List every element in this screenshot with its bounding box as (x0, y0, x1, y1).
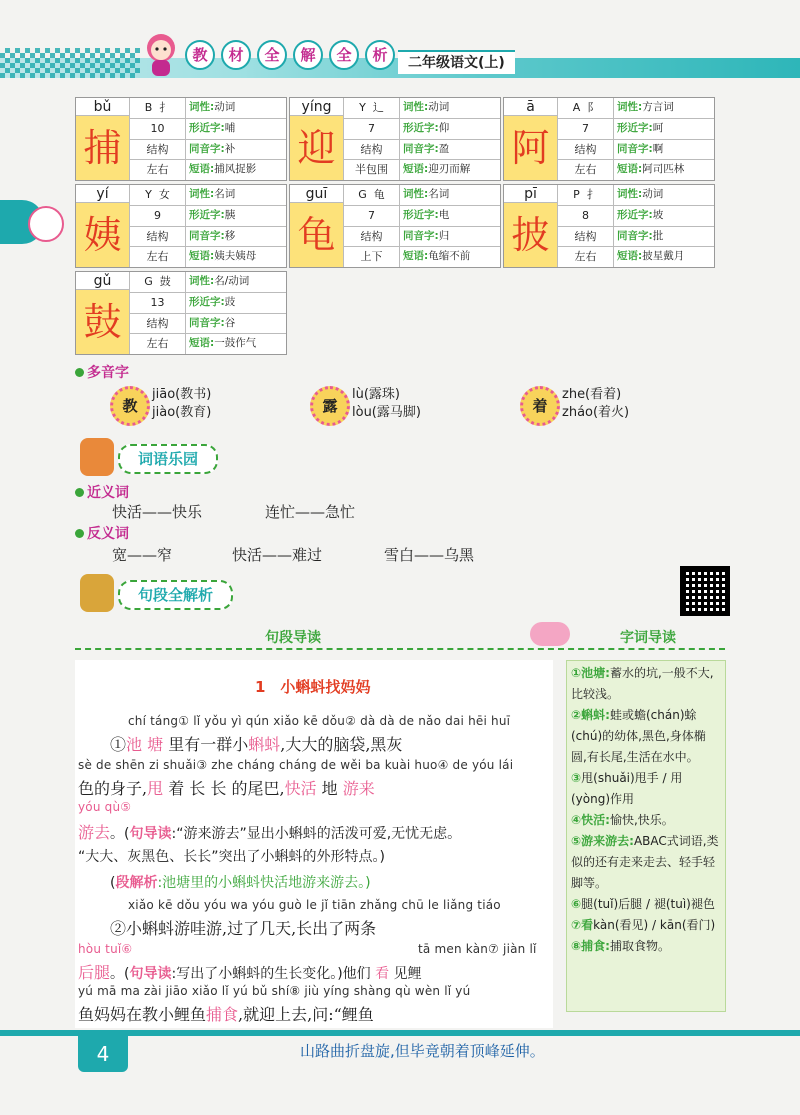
card-letter: P (573, 188, 580, 201)
antonym-heading (75, 523, 129, 543)
card-character: 迎 (290, 116, 344, 180)
card-strokes: 13 (130, 293, 185, 314)
antonym-heading-text: 反义词 (87, 526, 129, 542)
polyphone-readings (152, 386, 211, 422)
key-word: 蝌蚪 (248, 735, 281, 754)
card-info-row (400, 160, 500, 180)
card-meta (130, 185, 186, 267)
info-value: 电 (438, 208, 450, 221)
card-meta (558, 185, 614, 267)
card-structure-label: 结构 (558, 227, 613, 248)
info-value: 方言词 (642, 101, 674, 113)
pinyin-line: chí táng① lǐ yǒu yì qún xiǎo kē dǒu② dà dà de nǎo dai hēi huī (128, 714, 511, 728)
text-run: :写出了小蝌蚪的生长变化。)他们 (171, 966, 371, 982)
card-structure: 左右 (146, 337, 169, 351)
card-letter: A (572, 101, 581, 114)
card-letter-radical (558, 185, 613, 206)
sentence-guide-label: 句段导读 (265, 630, 321, 646)
card-info-row (186, 119, 286, 140)
text-run: ,就迎上去,问:“鲤鱼 (238, 1005, 374, 1024)
reading-mascot-icon (80, 438, 114, 476)
word-garden-banner: 词语乐园 (118, 444, 218, 474)
text-run: 色的身子, (78, 779, 148, 798)
info-label: 同音字: (189, 142, 225, 155)
card-structure-label: 结构 (130, 314, 185, 335)
info-value: 移 (224, 229, 236, 242)
info-value: 豉 (224, 295, 236, 308)
key-word: 甩 (147, 779, 164, 798)
text-run: ,大大的脑袋,黑灰 (280, 735, 403, 754)
reading: zhe(看着) (562, 387, 622, 402)
mascot-face-icon (28, 206, 64, 242)
info-value: 谷 (224, 316, 236, 329)
word-guide-label: 字词导读 (620, 630, 676, 646)
info-label: 同音字: (617, 142, 653, 155)
card-info (186, 272, 286, 354)
card-info-row (614, 140, 714, 161)
key-word: 池 塘 (126, 735, 164, 754)
note-entry (571, 894, 721, 915)
note-key: ④快活: (571, 813, 610, 827)
reading: lù(露珠) (352, 387, 400, 402)
pinyin-line: xiǎo kē dǒu yóu wa yóu guò le jǐ tiān zhǎng chū le liǎng tiáo (128, 898, 501, 912)
card-info-row (186, 185, 286, 206)
card-info-row (614, 206, 714, 227)
text-run: 地 (321, 779, 338, 798)
card-meta (558, 98, 614, 180)
card-radical: 辶 (372, 101, 384, 114)
info-label: 同音字: (189, 229, 225, 242)
book-title (185, 40, 395, 70)
card-pinyin: ā (504, 98, 558, 116)
info-value: 胰 (224, 208, 236, 221)
character-card (75, 97, 287, 181)
note-label: 句导读 (129, 966, 172, 982)
polyphone-char: 露 (310, 386, 350, 426)
info-value: 迎刃而解 (428, 163, 471, 176)
note-value: 愉快,快乐。 (609, 813, 674, 827)
info-label: 短语: (189, 250, 215, 263)
info-value: 名词 (214, 188, 236, 200)
note-entry (571, 810, 721, 831)
card-letter-radical (130, 185, 185, 206)
info-label: 同音字: (403, 142, 439, 155)
info-label: 同音字: (617, 229, 653, 242)
info-label: 短语: (189, 337, 215, 350)
cloud-icon (530, 622, 570, 646)
pinyin-line: yú mā ma zài jiāo xiǎo lǐ yú bǔ shí⑧ jiù yíng shàng qù wèn lǐ yú (78, 984, 471, 998)
card-character: 披 (504, 203, 558, 267)
card-character: 姨 (76, 203, 130, 267)
card-info-row (186, 140, 286, 161)
info-value: 动词 (428, 101, 450, 113)
info-value: 归 (438, 229, 450, 242)
card-structure: 左右 (146, 250, 169, 264)
info-label: 形近字: (189, 121, 225, 134)
card-character: 阿 (504, 116, 558, 180)
reading: zháo(着火) (562, 405, 630, 420)
note-key: ②蝌蚪: (571, 708, 610, 722)
card-info-row (186, 334, 286, 354)
card-letter-radical (558, 98, 613, 119)
key-word: 游去 (78, 823, 111, 842)
card-info-row (614, 119, 714, 140)
text-run: 见鲤 (393, 966, 422, 982)
grade-label: 二年级语文(上) (398, 50, 515, 74)
character-card (289, 97, 501, 181)
card-info (400, 98, 500, 180)
card-info (400, 185, 500, 267)
note-value: 甩(shuǎi)甩手 / 用(yòng)作用 (571, 771, 683, 806)
card-info-row (186, 206, 286, 227)
character-card (75, 184, 287, 268)
synonym-heading-text: 近义词 (87, 485, 129, 501)
card-strokes: 7 (558, 119, 613, 140)
info-label: 短语: (403, 250, 429, 263)
card-character: 捕 (76, 116, 130, 180)
pinyin-line: yóu qù⑤ (78, 800, 132, 814)
card-pinyin: yíng (290, 98, 344, 116)
para-number: ① (110, 735, 127, 754)
note-label: 段解析 (115, 875, 158, 891)
info-label: 短语: (617, 163, 643, 176)
card-info-row (400, 227, 500, 248)
note-entry (571, 663, 721, 705)
card-info-row (614, 247, 714, 267)
note-entry (571, 768, 721, 810)
info-label: 短语: (617, 250, 643, 263)
note-value: 蛙或蟾(chán)蜍(chú)的幼体,黑色,身体椭圆,有长尾,生活在水中。 (571, 708, 706, 764)
info-value: 动词 (642, 188, 664, 200)
info-label: 词性: (617, 188, 643, 200)
header-pattern (0, 48, 140, 78)
info-value: 哺 (224, 121, 236, 134)
card-meta (344, 185, 400, 267)
info-value: 呵 (652, 121, 664, 134)
thinking-mascot-icon (80, 574, 114, 612)
card-structure-label: 结构 (130, 140, 185, 161)
text-line (78, 820, 461, 843)
text-line (110, 732, 402, 755)
reading: lòu(露马脚) (352, 405, 421, 420)
antonym-pair: 快活——难过 (232, 546, 323, 564)
note-key: ⑥ (571, 897, 582, 911)
card-info-row (186, 98, 286, 119)
footer-motto: 山路曲折盘旋,但毕竟朝着顶峰延伸。 (300, 1042, 545, 1060)
card-letter-radical (344, 98, 399, 119)
polyphone-char: 教 (110, 386, 150, 426)
text-run: :池塘里的小蝌蚪快活地游来游去。) (157, 875, 371, 891)
card-pinyin: bǔ (76, 98, 130, 116)
text-run: :“游来游去”显出小蝌蚪的活泼可爱,无忧无虑。 (171, 826, 462, 842)
cartoon-girl-icon (138, 30, 184, 78)
key-word: 看 (375, 966, 390, 982)
title-char: 全 (257, 40, 287, 70)
note-value: 蓄水的坑,一般不大,比较浅。 (571, 666, 714, 701)
card-radical: 扌 (159, 101, 171, 114)
card-pinyin: gǔ (76, 272, 130, 290)
card-letter-radical (344, 185, 399, 206)
card-strokes: 8 (558, 206, 613, 227)
character-card (503, 184, 715, 268)
text-line (78, 960, 422, 983)
bullet-dot-icon (75, 368, 84, 377)
card-radical: 扌 (586, 188, 598, 201)
text-run: 里有一群小 (168, 735, 249, 754)
pinyin-line: hòu tuǐ⑥ (78, 942, 133, 956)
key-word: 游来 (342, 779, 375, 798)
card-info-row (400, 98, 500, 119)
info-label: 短语: (403, 163, 429, 176)
text-line: ②小蝌蚪游哇游,过了几天,长出了两条 (110, 919, 377, 938)
card-letter: B (144, 101, 153, 114)
card-letter: Y (145, 188, 152, 201)
info-label: 形近字: (617, 208, 653, 221)
card-structure-label: 结构 (344, 227, 399, 248)
title-char: 全 (329, 40, 359, 70)
card-character: 鼓 (76, 290, 130, 354)
card-info-row (186, 314, 286, 335)
title-char: 解 (293, 40, 323, 70)
card-radical: 女 (158, 188, 170, 201)
card-radical: 龟 (373, 188, 385, 201)
info-value: 捕风捉影 (214, 163, 257, 176)
key-word: 捕食 (206, 1005, 239, 1024)
text-line (78, 776, 375, 799)
card-info (186, 185, 286, 267)
info-value: 一鼓作气 (214, 337, 257, 350)
card-letter: G (358, 188, 367, 201)
lesson-title: 1 小蝌蚪找妈妈 (255, 678, 371, 696)
card-info-row (400, 206, 500, 227)
info-value: 名词 (428, 188, 450, 200)
card-strokes: 7 (344, 119, 399, 140)
pinyin-line: sè de shēn zi shuǎi③ zhe cháng cháng de wěi ba kuài huo④ de yóu lái (78, 758, 514, 772)
info-value: 补 (224, 142, 236, 155)
card-info-row (400, 185, 500, 206)
card-info (186, 98, 286, 180)
key-word: 快活 (284, 779, 317, 798)
title-char: 教 (185, 40, 215, 70)
card-info-row (186, 272, 286, 293)
card-radical: 鼓 (159, 275, 171, 288)
text-run: 。( (110, 826, 130, 842)
card-structure: 半包围 (355, 163, 388, 177)
card-meta (130, 272, 186, 354)
info-value: 盈 (438, 142, 450, 155)
synonym-pair: 连忙——急忙 (265, 503, 356, 521)
info-value: 姨夫姨母 (214, 250, 257, 263)
note-key: ⑦看 (571, 918, 594, 932)
note-value: kàn(看见) / kān(看门) (593, 918, 716, 932)
card-structure-label: 结构 (344, 140, 399, 161)
card-info (614, 185, 714, 267)
card-pinyin: guī (290, 185, 344, 203)
info-label: 形近字: (617, 121, 653, 134)
card-strokes: 7 (344, 206, 399, 227)
card-radical: 阝 (587, 101, 599, 114)
card-pinyin: yí (76, 185, 130, 203)
card-info-row (186, 293, 286, 314)
info-label: 词性: (189, 101, 215, 113)
reading: jiào(教育) (152, 405, 212, 420)
info-label: 词性: (189, 188, 215, 200)
key-word: 后腿 (78, 963, 111, 982)
card-character: 龟 (290, 203, 344, 267)
info-value: 动词 (214, 101, 236, 113)
card-structure: 左右 (574, 250, 597, 264)
antonym-pair: 雪白——乌黑 (384, 546, 475, 564)
text-run: 鱼妈妈在教小鲤鱼 (78, 1005, 207, 1024)
info-label: 同音字: (403, 229, 439, 242)
info-value: 龟缩不前 (428, 250, 471, 263)
card-meta (344, 98, 400, 180)
card-meta (130, 98, 186, 180)
card-structure: 左右 (146, 163, 169, 177)
synonym-heading (75, 482, 129, 502)
card-strokes: 9 (130, 206, 185, 227)
info-label: 词性: (617, 101, 643, 113)
info-label: 形近字: (189, 208, 225, 221)
antonym-pair: 宽——窄 (112, 546, 173, 564)
polyphone-char: 着 (520, 386, 560, 426)
character-card (503, 97, 715, 181)
card-info-row (400, 119, 500, 140)
card-structure: 左右 (574, 163, 597, 177)
text-line (110, 872, 371, 892)
info-label: 词性: (403, 101, 429, 113)
info-label: 短语: (189, 163, 215, 176)
text-run: ( (110, 875, 116, 891)
card-structure-label: 结构 (558, 140, 613, 161)
card-info-row (186, 160, 286, 180)
card-structure-label: 结构 (130, 227, 185, 248)
info-label: 形近字: (189, 295, 225, 308)
card-strokes: 10 (130, 119, 185, 140)
note-key: ⑤游来游去: (571, 834, 634, 848)
polyphone-heading (75, 362, 129, 382)
info-label: 词性: (189, 275, 215, 287)
card-info (614, 98, 714, 180)
polyphone-heading-text: 多音字 (87, 365, 129, 381)
title-char: 材 (221, 40, 251, 70)
pinyin-line: tā men kàn⑦ jiàn lǐ (418, 942, 537, 956)
text-line: “大大、灰黑色、长长”突出了小蝌蚪的外形特点。) (78, 849, 385, 865)
page-number: 4 (78, 1036, 128, 1072)
polyphone-readings (352, 386, 421, 422)
info-label: 形近字: (403, 208, 439, 221)
polyphone-readings (562, 386, 629, 422)
character-card (75, 271, 287, 355)
bullet-dot-icon (75, 488, 84, 497)
card-structure: 上下 (360, 250, 383, 264)
info-value: 批 (652, 229, 664, 242)
card-info-row (614, 160, 714, 180)
info-value: 名/动词 (214, 275, 250, 287)
qr-code[interactable] (680, 566, 730, 616)
bullet-dot-icon (75, 529, 84, 538)
info-label: 形近字: (403, 121, 439, 134)
note-key: ①池塘: (571, 666, 610, 680)
card-pinyin: pī (504, 185, 558, 203)
text-run: 。( (110, 966, 130, 982)
note-label: 句导读 (129, 826, 172, 842)
note-value: ABAC式词语,类似的还有走来走去、轻手轻脚等。 (571, 834, 719, 890)
note-key: ⑧捕食: (571, 939, 610, 953)
word-notes-panel (566, 660, 726, 1012)
note-value: 腿(tuǐ)后腿 / 褪(tuì)褪色 (581, 897, 715, 911)
text-run: 着 长 长 的尾巴, (168, 779, 285, 798)
reading: jiāo(教书) (152, 387, 212, 402)
note-entry (571, 705, 721, 768)
text-line (78, 1002, 374, 1025)
card-info-row (614, 98, 714, 119)
card-letter-radical (130, 272, 185, 293)
info-value: 仰 (438, 121, 450, 134)
card-info-row (614, 185, 714, 206)
card-letter: Y (359, 101, 366, 114)
note-key: ③ (571, 771, 582, 785)
info-value: 阿司匹林 (642, 163, 685, 176)
card-info-row (400, 140, 500, 161)
card-info-row (400, 247, 500, 267)
card-letter-radical (130, 98, 185, 119)
character-card (289, 184, 501, 268)
info-value: 坡 (652, 208, 664, 221)
info-value: 披星戴月 (642, 250, 685, 263)
card-info-row (186, 227, 286, 248)
note-entry (571, 831, 721, 894)
synonym-pair: 快活——快乐 (112, 503, 203, 521)
info-label: 同音字: (189, 316, 225, 329)
sentence-analysis-banner: 句段全解析 (118, 580, 233, 610)
info-label: 词性: (403, 188, 429, 200)
note-entry (571, 915, 721, 936)
card-letter: G (144, 275, 153, 288)
card-info-row (614, 227, 714, 248)
info-value: 啊 (652, 142, 664, 155)
note-entry (571, 936, 721, 957)
title-char: 析 (365, 40, 395, 70)
card-info-row (186, 247, 286, 267)
note-value: 捕取食物。 (609, 939, 670, 953)
